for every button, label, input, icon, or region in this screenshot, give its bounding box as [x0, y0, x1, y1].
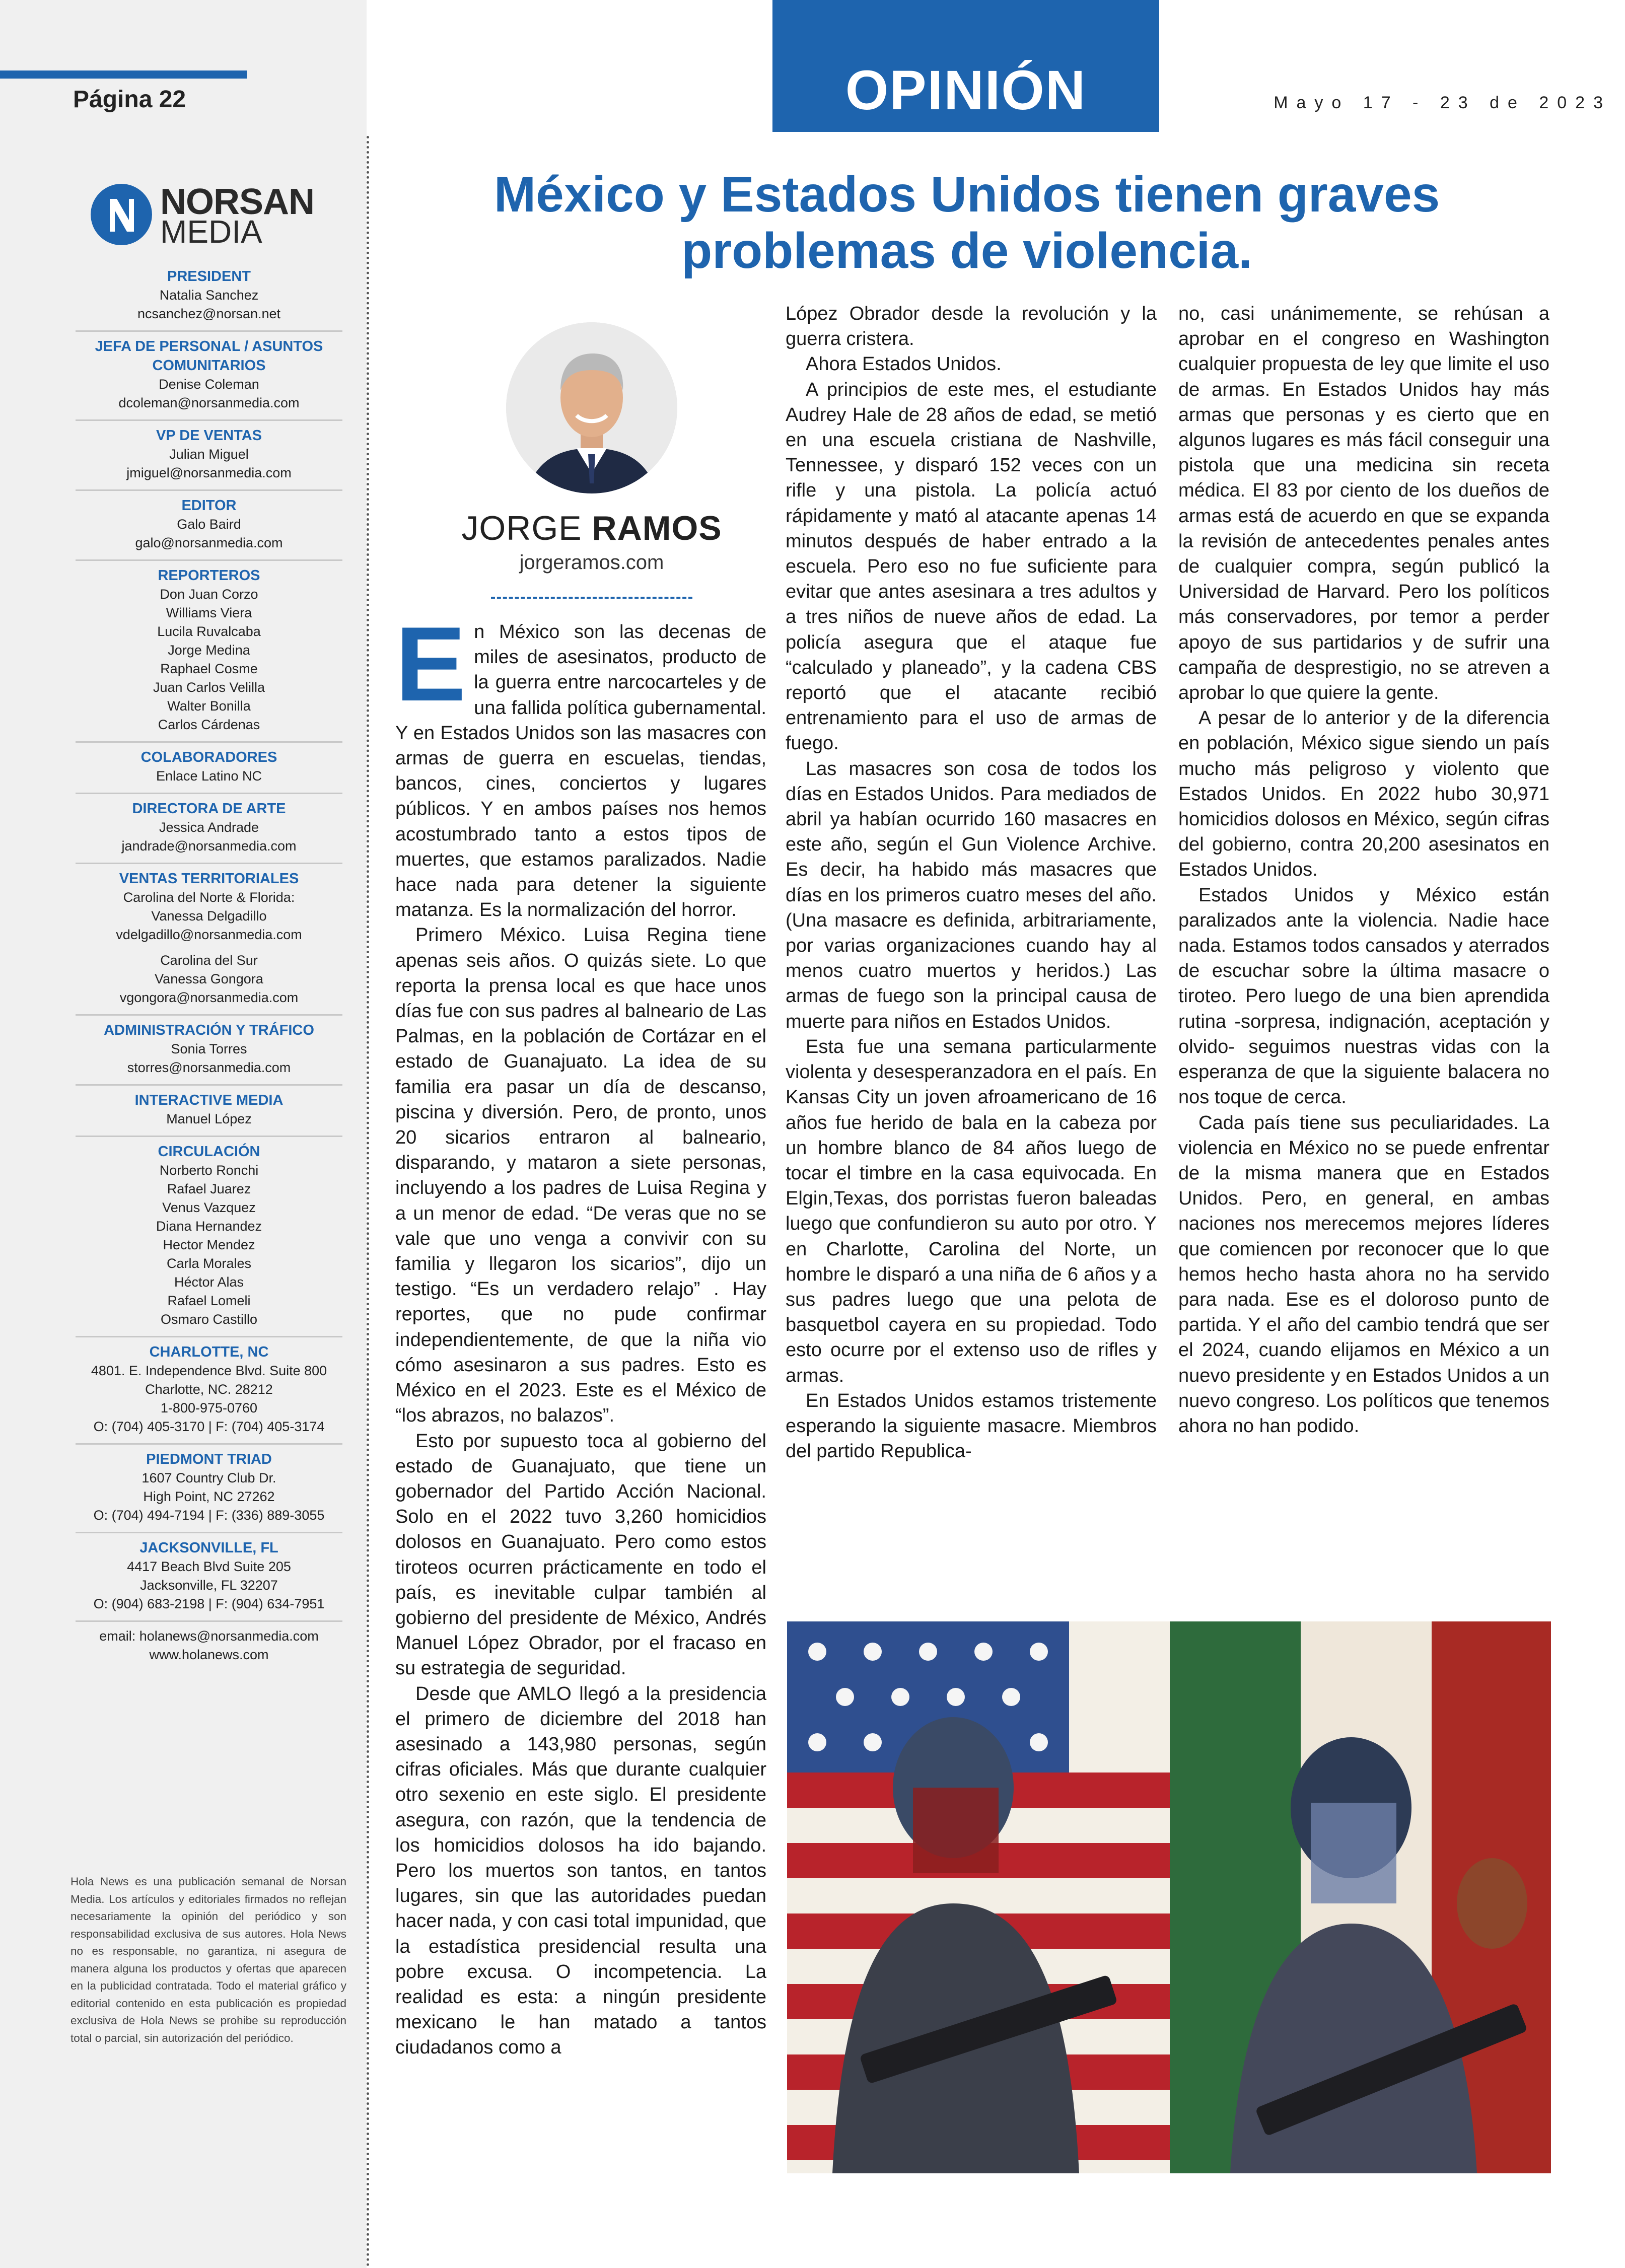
- staff-line: High Point, NC 27262: [143, 1489, 275, 1504]
- paragraph: Esto por supuesto toca al gobierno del estado de Guanajuato, que tiene un gobernador del Partido Acción Nacional. Solo en el 2022 tuvo 3,260 homicidios dolosos en Guanajuato. Pero como estos tiroteos ocurren prácticamente en todo el país, es inevitable culpar también al gobierno del presidente de México, Andrés Manuel López Obrador, por el fracaso en su estrategia de seguridad.: [395, 1430, 766, 1679]
- article-column-3: [1178, 301, 1549, 1439]
- staff-title: PRESIDENT: [167, 268, 251, 285]
- staff-title: JEFA DE PERSONAL / ASUNTOS COMUNITARIOS: [95, 338, 323, 374]
- staff-line: Don Juan Corzo: [160, 587, 258, 602]
- staff-title: PIEDMONT TRIAD: [146, 1451, 272, 1467]
- staff-block: [76, 1445, 342, 1533]
- logo-mark-icon: [91, 184, 152, 245]
- staff-title: REPORTEROS: [158, 568, 260, 584]
- paragraph: no, casi unánimemente, se rehúsan a aprobar en el congreso en Washington cualquier propuesta de ley que limite el uso de armas. En Estados Unidos hay más armas que personas y es cierto que en algunos lugares es más fácil conseguir una pistola que una medicina sin receta médica. El 83 por ciento de los dueños de armas está de acuerdo en que se expanda la revisión de antecedentes penales antes de cualquier compra, según publicó la Universidad de Harvard. Pero los políticos más conservadores, por temor a perder apoyo de sus partidarios y de sufrir una campaña de desprestigio, no se atreven a aprobar lo que quiere la gente.: [1178, 303, 1549, 704]
- staff-block: [76, 491, 342, 561]
- staff-block: [76, 561, 342, 743]
- staff-line: Carla Morales: [166, 1256, 252, 1271]
- staff-line: www.holanews.com: [149, 1647, 269, 1662]
- staff-line: Raphael Cosme: [160, 661, 258, 676]
- staff-title: JACKSONVILLE, FL: [139, 1540, 278, 1556]
- staff-line: Jacksonville, FL 32207: [140, 1578, 278, 1593]
- paragraph: Estados Unidos y México están paralizados ante la violencia. Nadie hace nada. Estamos todos cansados y aterrados de escuchar sobre la última masacre o tiroteo. Pero luego de una bien aprendida rutina -sorpresa, indignación, aceptación y olvido- seguimos nuestras vidas con la esperanza de que la siguiente balacera no nos toque de cerca.: [1178, 884, 1549, 1108]
- staff-line: Carolina del Norte & Florida:: [123, 890, 295, 905]
- staff-line: Juan Carlos Velilla: [153, 680, 265, 695]
- staff-line: Jorge Medina: [168, 643, 250, 658]
- staff-line: Williams Viera: [166, 605, 252, 620]
- staff-title: ADMINISTRACIÓN Y TRÁFICO: [104, 1022, 314, 1038]
- staff-line: Galo Baird: [177, 517, 241, 532]
- staff-block: [76, 864, 342, 1016]
- staff-line: Carlos Cárdenas: [158, 717, 260, 732]
- staff-directory: [76, 262, 342, 1671]
- article-headline: México y Estados Unidos tienen graves problemas de violencia.: [493, 166, 1440, 279]
- staff-line: vdelgadillo@norsanmedia.com: [116, 927, 302, 942]
- author-website: jorgeramos.com: [519, 551, 664, 574]
- staff-block: [76, 262, 342, 332]
- staff-line: Rafael Lomeli: [167, 1293, 251, 1308]
- masthead-sidebar: [0, 0, 367, 2268]
- staff-line: vgongora@norsanmedia.com: [119, 990, 299, 1005]
- staff-line: Diana Hernandez: [156, 1219, 262, 1234]
- author-name: JORGE RAMOS: [461, 509, 722, 547]
- staff-block: [76, 421, 342, 491]
- staff-line: ncsanchez@norsan.net: [137, 306, 281, 321]
- staff-title: VENTAS TERRITORIALES: [119, 871, 299, 887]
- staff-block: [76, 1086, 342, 1137]
- staff-line: Jessica Andrade: [159, 820, 259, 835]
- staff-line: jandrade@norsanmedia.com: [121, 838, 297, 854]
- staff-line: Julian Miguel: [169, 447, 249, 462]
- staff-block: [76, 332, 342, 421]
- article-column-2: [786, 301, 1157, 1464]
- paragraph: En Estados Unidos estamos tristemente esperando la siguiente masacre. Miembros del partido Republica-: [786, 1390, 1157, 1462]
- paragraph: Las masacres son cosa de todos los días en Estados Unidos. Para mediados de abril ya habían ocurrido 160 masacres en este año, según el Gun Violence Archive. Es decir, ha habido más masacres que días en los primeros cuatro meses del año. (Una masacre es definida, arbitrariamente, por varias organizaciones cuando hay al menos cuatro muertos y heridos.) Las armas de fuego son la principal causa de muerte para niños en Estados Unidos.: [786, 758, 1157, 1032]
- staff-line: Natalia Sanchez: [159, 288, 259, 303]
- staff-line: 4417 Beach Blvd Suite 205: [127, 1559, 291, 1574]
- paragraph: A principios de este mes, el estudiante Audrey Hale de 28 años de edad, se metió en una escuela cristiana de Nashville, Tennessee, y disparó 152 veces con un rifle y una pistola. La policía actuó rápidamente y mató al atacante apenas 14 minutos después de haber entrado a la escuela. Pero eso no fue suficiente para evitar que antes asesinara a tres adultos y a tres niños de nueve años de edad. La policía asegura que el ataque fue “calculado y planeado”, y la cadena CBS reportó que el atacante recibió entrenamiento para el uso de armas de fuego.: [786, 379, 1157, 754]
- paragraph: Desde que AMLO llegó a la presidencia el primero de diciembre del 2018 han asesinado a 143,980 personas, según cifras oficiales. Más que durante cualquier otro sexenio en este siglo. El presidente asegura, con razón, que la tendencia de los homicidios dolosos ha ido bajando. Pero los muertos son tantos, en tantos lugares, sin que las autoridades puedan hacer nada, y con casi total impunidad, que la estadística presidencial resulta una pobre excusa. O incompetencia. La realidad es esta: a ningún presidente mexicano le han matado a tantos ciudadanos como a: [395, 1683, 766, 2059]
- staff-line: Enlace Latino NC: [156, 768, 262, 784]
- staff-block: [76, 743, 342, 794]
- section-banner: OPINIÓN: [772, 0, 1159, 132]
- staff-line: Venus Vazquez: [162, 1200, 256, 1215]
- staff-line: Manuel López: [166, 1111, 252, 1126]
- staff-line: Héctor Alas: [174, 1274, 244, 1290]
- staff-line: Walter Bonilla: [167, 698, 251, 714]
- staff-line: Rafael Juarez: [167, 1181, 251, 1196]
- publication-disclaimer: Hola News es una publicación semanal de Norsan Media. Los artículos y editoriales firmados no reflejan necesariamente la opinión del periódico y son responsabilidad exclusiva de sus autores. Hola News no es responsable, no garantiza, ni asegura de manera alguna los productos y ofertas que aparecen en la publicidad contratada. Todo el material gráfico y editorial contenido en esta publicación es propiedad exclusiva de Hola News se prohibe su reproducción total o parcial, sin autorización del periódico.: [70, 1875, 346, 2044]
- paragraph: n México son las decenas de miles de asesinatos, producto de la guerra entre narcocarteles y de una fallida política gubernamental. Y en Estados Unidos son las masacres con armas de guerra en escuelas, tiendas, bancos, cines, conciertos y lugares públicos. Y en ambos países nos hemos acostumbrado tanto a estos tipos de muertes, que estamos paralizados. Nadie hace nada para detener la siguiente matanza. Es la normalización del horror.: [395, 621, 766, 921]
- staff-title: CIRCULACIÓN: [158, 1144, 260, 1160]
- staff-block: [76, 1533, 342, 1622]
- staff-line: Lucila Ruvalcaba: [157, 624, 261, 639]
- author-rule: [491, 597, 692, 599]
- staff-line: dcoleman@norsanmedia.com: [118, 395, 300, 410]
- author-portrait: [506, 322, 677, 493]
- staff-line: O: (704) 494-7194 | F: (336) 889-3055: [93, 1508, 325, 1523]
- paragraph: Esta fue una semana particularmente violenta y desesperanzadora en el país. En Kansas City un joven afroamericano de 16 años fue herido de bala en la cabeza por un hombre blanco de 84 años luego de tocar el timbre en la casa equivocada. En Elgin,Texas, dos porristas fueron baleadas luego que confundieron su auto por otro. Y en Charlotte, Carolina del Norte, un hombre le disparó a una niña de 6 años y a sus padres luego que una pelota de basquetbol cayera en su propiedad. Todo esto ocurre por el extenso uso de rifles y armas.: [786, 1036, 1157, 1386]
- staff-line: Vanessa Gongora: [155, 971, 263, 986]
- article-artwork: [787, 1621, 1551, 2173]
- staff-line: O: (704) 405-3170 | F: (704) 405-3174: [93, 1419, 325, 1434]
- norsan-media-logo: [91, 184, 342, 249]
- staff-line: Vanessa Delgadillo: [151, 908, 267, 924]
- staff-line: galo@norsanmedia.com: [135, 535, 283, 550]
- staff-line: 1607 Country Club Dr.: [142, 1470, 276, 1485]
- staff-line: Osmaro Castillo: [160, 1312, 258, 1327]
- article-column-1: [395, 605, 766, 2061]
- staff-line: Carolina del Sur: [160, 953, 258, 968]
- staff-line: 1-800-975-0760: [160, 1400, 258, 1415]
- flags-gunmen-painting: [787, 1621, 1551, 2173]
- staff-title: CHARLOTTE, NC: [149, 1344, 269, 1360]
- logo-text-media: MEDIA: [160, 214, 262, 250]
- author-photo-illustration: [506, 322, 677, 493]
- staff-line: O: (904) 683-2198 | F: (904) 634-7951: [93, 1596, 325, 1611]
- paragraph: Ahora Estados Unidos.: [806, 353, 1002, 375]
- staff-title: INTERACTIVE MEDIA: [134, 1092, 284, 1108]
- staff-title: EDITOR: [181, 498, 237, 514]
- staff-line: 4801. E. Independence Blvd. Suite 800: [91, 1363, 327, 1378]
- top-rule: [0, 70, 247, 79]
- staff-title: COLABORADORES: [140, 749, 277, 765]
- staff-title: DIRECTORA DE ARTE: [132, 801, 286, 817]
- staff-line: jmiguel@norsanmedia.com: [126, 465, 292, 480]
- issue-date: Mayo 17 - 23 de 2023: [1274, 93, 1611, 112]
- sidebar-divider: [367, 136, 369, 2268]
- paragraph: Primero México. Luisa Regina tiene apenas seis años. O quizás siete. Lo que reporta la prensa local es que hace unos días fue con sus padres al balneario de Las Palmas, en la población de Cortázar en el estado de Guanajuato. La idea de su familia era pasar un día de descanso, piscina y diversión. Pero, de pronto, unos 20 sicarios entraron al balneario, disparando, y mataron a siete personas, incluyendo a los padres de Luisa Regina y a un menor de edad. “De veras que no se vale que uno venga a convivir con su familia y llegaron los sicarios”, dijo un testigo. “Es un verdadero relajo” . Hay reportes, que no pude confirmar independientemente, de que la niña vio cómo asesinaron a sus padres. Esto es México en el 2023. Este es el México de “los abrazos, no balazos”.: [395, 925, 766, 1427]
- staff-line: [76, 944, 342, 951]
- drop-cap: E: [395, 605, 466, 723]
- staff-line: Denise Coleman: [159, 377, 259, 392]
- staff-line: Hector Mendez: [163, 1237, 255, 1252]
- paragraph: A pesar de lo anterior y de la diferencia en población, México sigue siendo un país mucho más peligroso y violento que Estados Unidos. En 2022 hubo 30,971 homicidios dolosos en México, según cifras del gobierno, contra 20,200 asesinatos en Estados Unidos.: [1178, 707, 1549, 881]
- staff-line: Sonia Torres: [171, 1041, 247, 1056]
- staff-line: email: holanews@norsanmedia.com: [99, 1628, 319, 1644]
- paragraph: López Obrador desde la revolución y la guerra cristera.: [786, 303, 1157, 350]
- page-number: Página 22: [73, 86, 186, 113]
- staff-line: storres@norsanmedia.com: [127, 1060, 291, 1075]
- staff-block: [76, 1622, 342, 1671]
- staff-block: [76, 1016, 342, 1086]
- staff-block: [76, 1337, 342, 1445]
- staff-title: VP DE VENTAS: [156, 428, 262, 444]
- staff-line: Norberto Ronchi: [159, 1163, 259, 1178]
- staff-block: [76, 794, 342, 864]
- logo-text-norsan: NORSAN: [160, 182, 315, 222]
- paragraph: Cada país tiene sus peculiaridades. La violencia en México no se puede enfrentar de la misma manera que en Estados Unidos. Pero, en general, en ambas naciones nos merecemos mejores líderes que comiencen por reconocer que lo que hemos hecho hasta ahora no ha servido para nada. Ese es el doloroso punto de partida. Y el año del cambio tendrá que ser el 2024, cuando elijamos en México a un nuevo presidente y en Estados Unidos a un nuevo congreso. Los políticos que tenemos ahora no han podido.: [1178, 1112, 1549, 1437]
- staff-line: Charlotte, NC. 28212: [145, 1382, 273, 1397]
- staff-block: [76, 1137, 342, 1337]
